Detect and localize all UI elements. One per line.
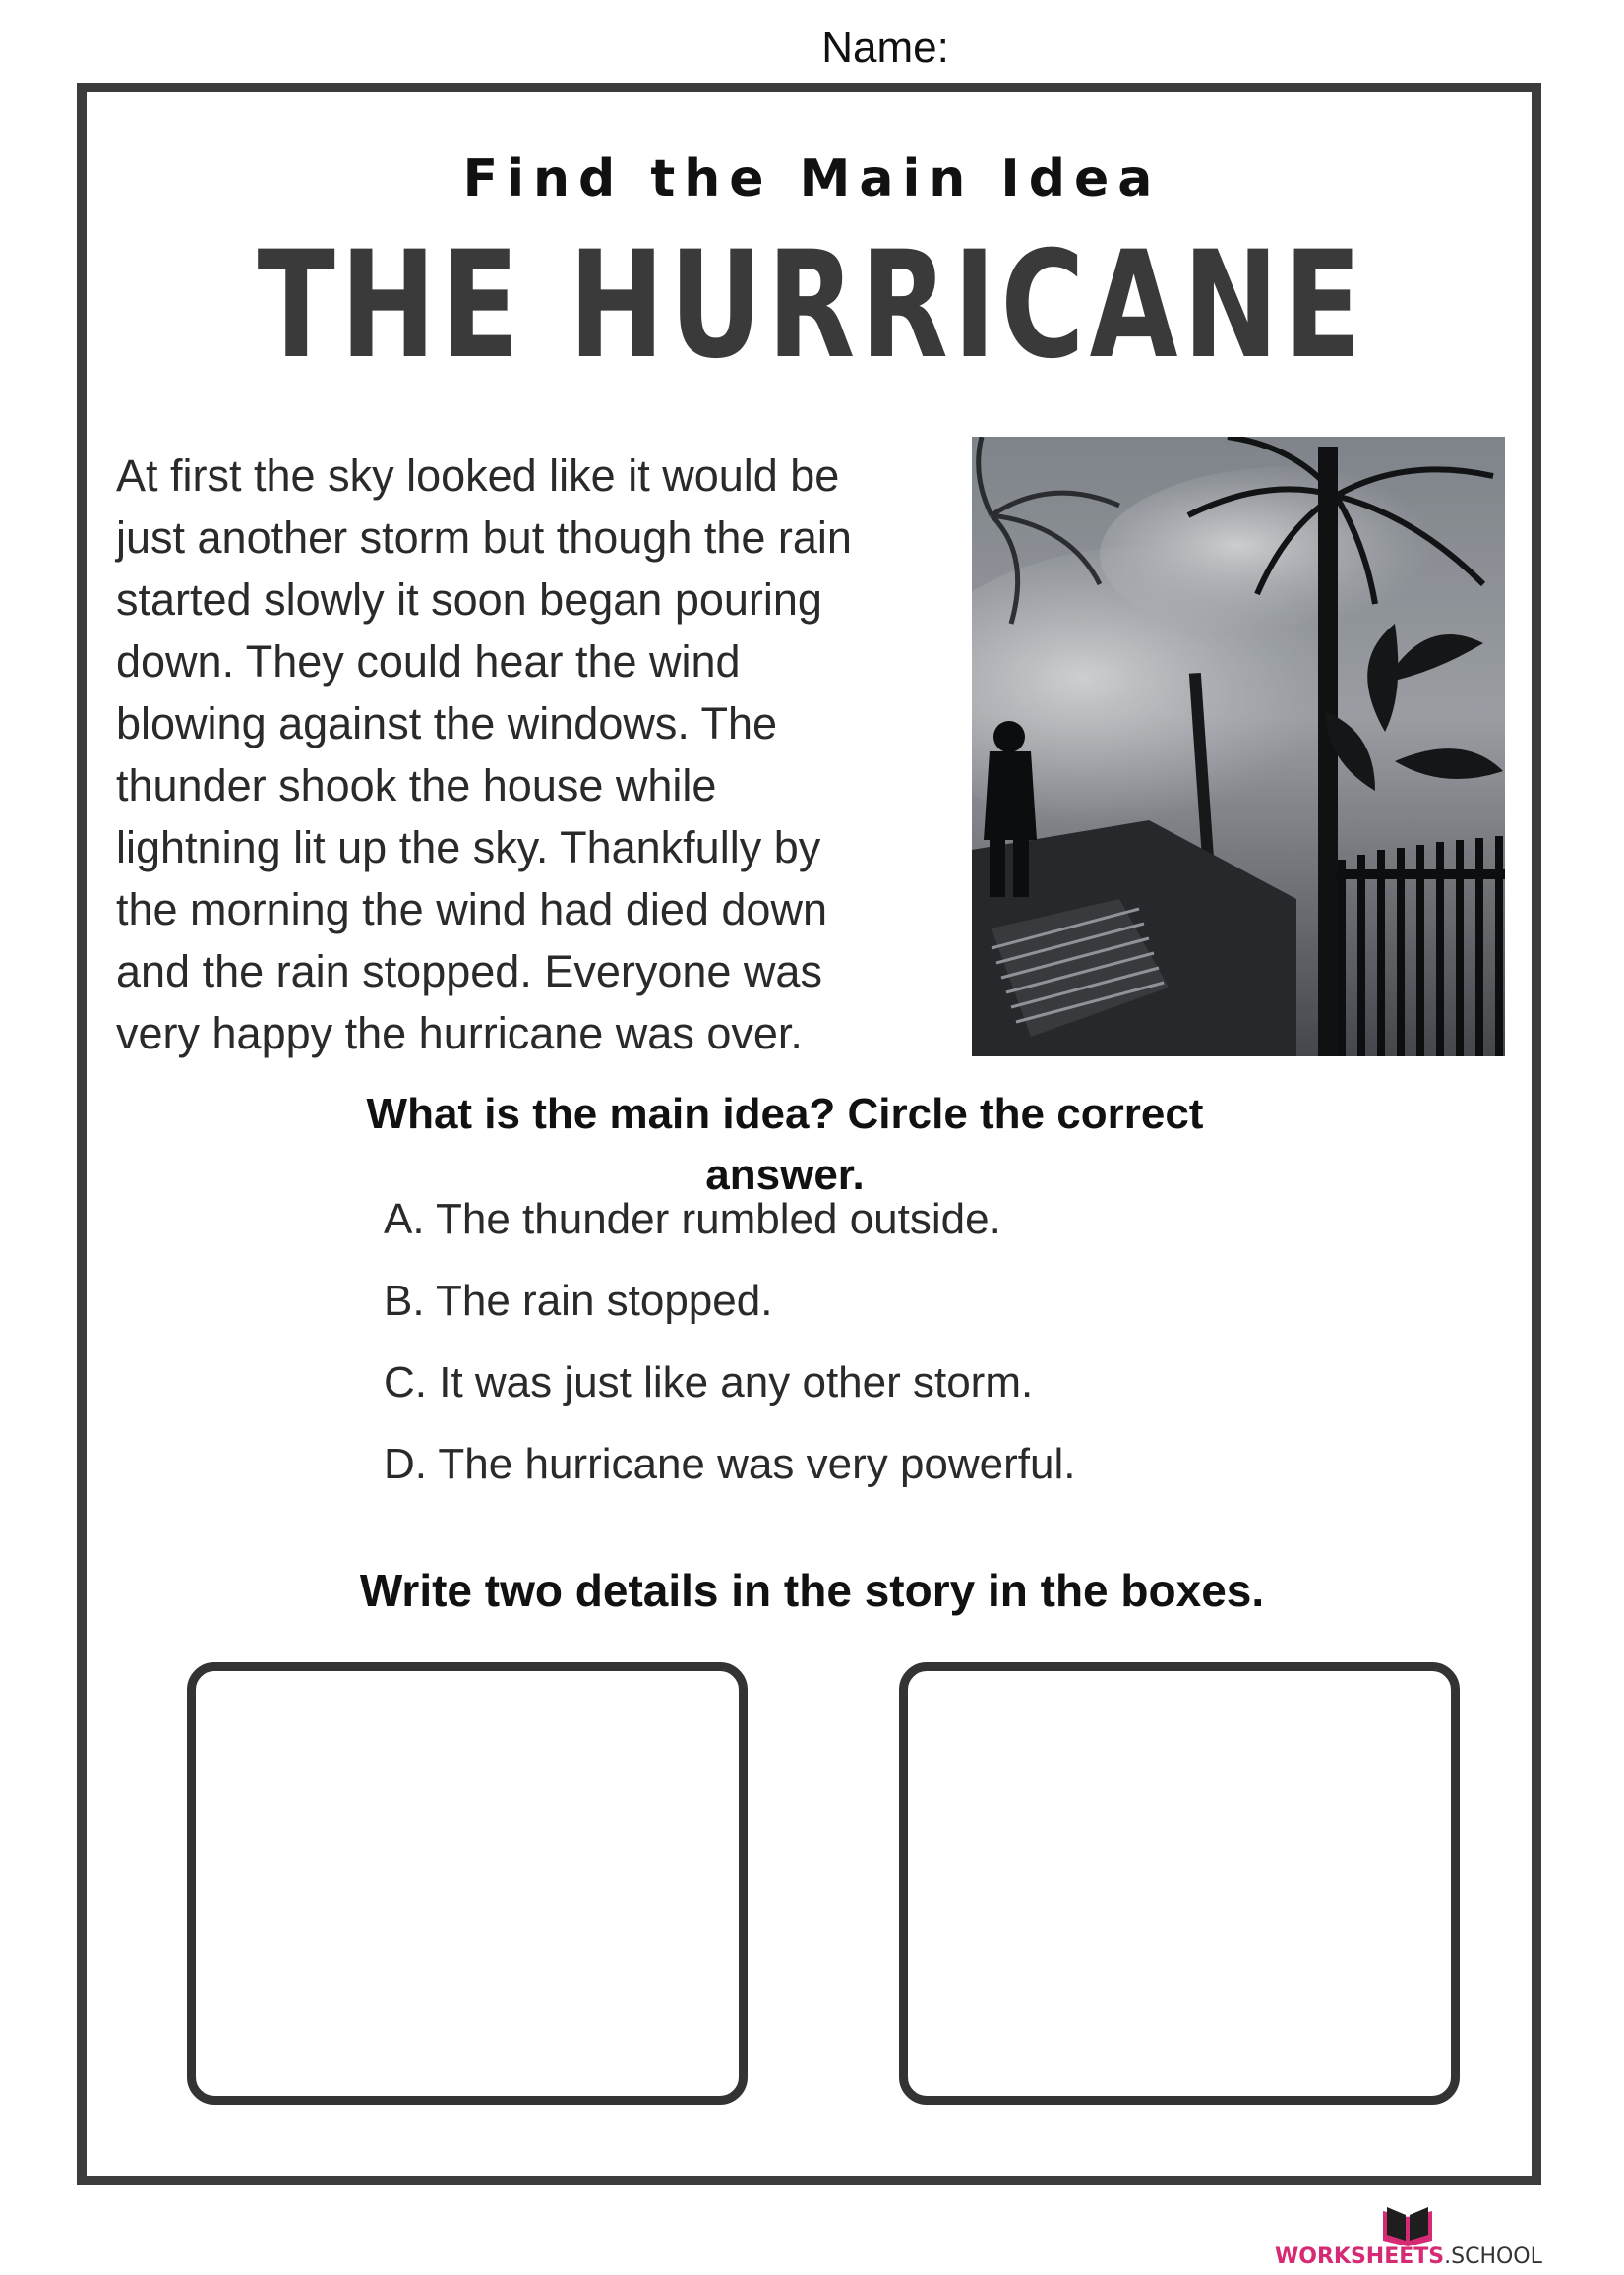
option-b[interactable]: B. The rain stopped. bbox=[384, 1277, 773, 1325]
option-d[interactable]: D. The hurricane was very powerful. bbox=[384, 1440, 1076, 1488]
passage-line: At first the sky looked like it would be bbox=[116, 450, 840, 501]
detail-box-1[interactable] bbox=[187, 1662, 748, 2105]
logo-brand-text: WORKSHEETS bbox=[1275, 2245, 1445, 2269]
worksheet-subtitle: Find the Main Idea bbox=[462, 150, 1162, 209]
passage-line: blowing against the windows. The bbox=[116, 698, 778, 748]
worksheet-title: THE HURRICANE bbox=[257, 220, 1367, 391]
detail-box-2[interactable] bbox=[899, 1662, 1460, 2105]
passage-line: just another storm but though the rain bbox=[116, 512, 852, 563]
hurricane-photo bbox=[972, 437, 1505, 1056]
option-a[interactable]: A. The thunder rumbled outside. bbox=[384, 1195, 1001, 1243]
passage-line: down. They could hear the wind bbox=[116, 636, 741, 687]
passage-line: lightning lit up the sky. Thankfully by bbox=[116, 822, 821, 872]
passage-line: thunder shook the house while bbox=[116, 760, 717, 810]
passage-line: started slowly it soon began pouring bbox=[116, 574, 822, 625]
passage-line: and the rain stopped. Everyone was bbox=[116, 946, 822, 996]
details-instruction: Write two details in the story in the boxes. bbox=[359, 1565, 1265, 1616]
logo-suffix-text: .SCHOOL bbox=[1444, 2245, 1542, 2269]
passage-line: the morning the wind had died down bbox=[116, 884, 827, 934]
main-idea-question: What is the main idea? Circle the correct answer. bbox=[366, 1090, 1204, 1199]
passage-line: very happy the hurricane was over. bbox=[116, 1008, 803, 1058]
answer-options bbox=[384, 1178, 1075, 1505]
name-label: Name: bbox=[821, 24, 949, 72]
reading-passage bbox=[116, 445, 952, 1064]
book-icon bbox=[1275, 2203, 1540, 2246]
worksheets-school-logo bbox=[1275, 2203, 1540, 2272]
option-c[interactable]: C. It was just like any other storm. bbox=[384, 1358, 1034, 1407]
